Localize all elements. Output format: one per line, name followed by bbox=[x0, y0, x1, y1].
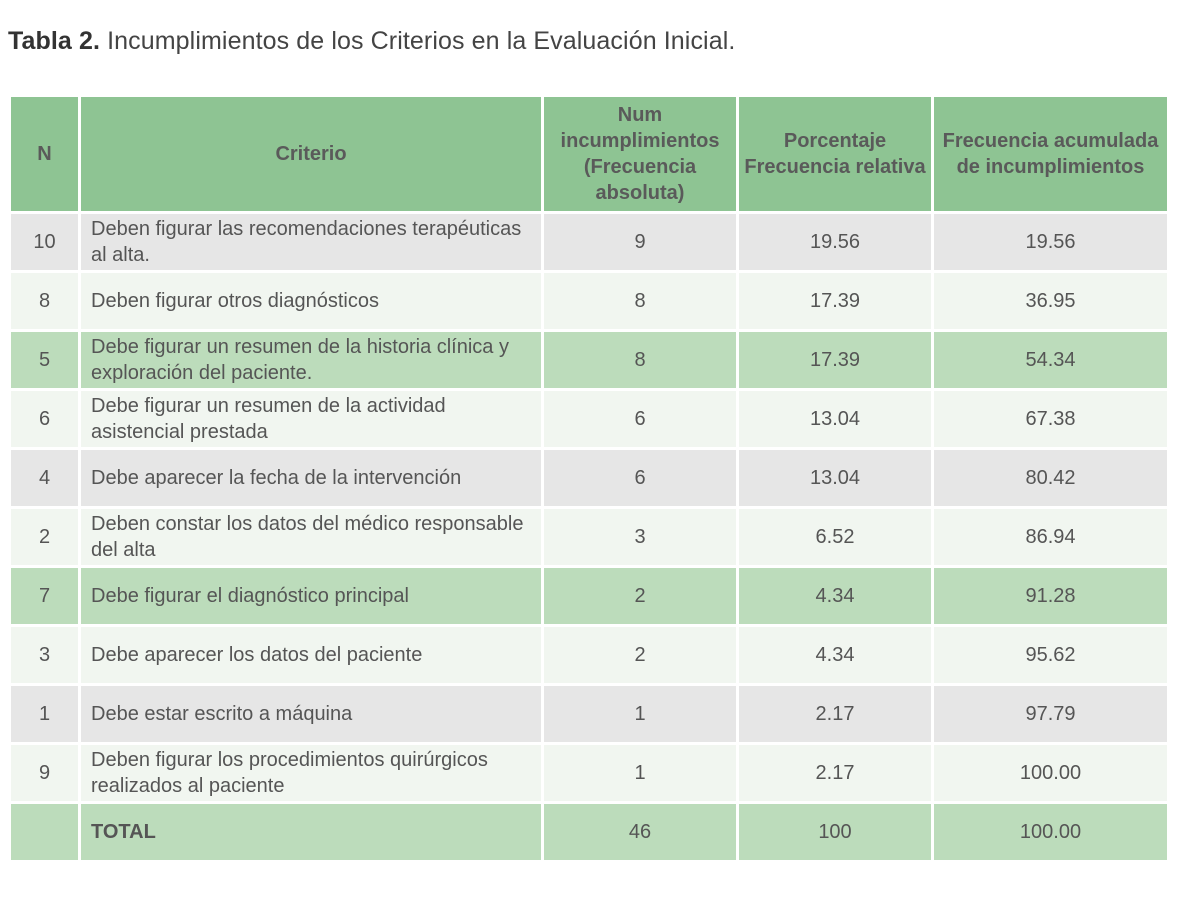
cell-num: 3 bbox=[544, 509, 736, 565]
cell-porcentaje: 17.39 bbox=[739, 332, 931, 388]
table-row bbox=[11, 273, 1167, 329]
cell-num: 6 bbox=[544, 450, 736, 506]
total-n bbox=[11, 804, 78, 860]
cell-num: 6 bbox=[544, 391, 736, 447]
header-n: N bbox=[11, 97, 78, 211]
table-row bbox=[11, 332, 1167, 388]
cell-porcentaje: 2.17 bbox=[739, 745, 931, 801]
cell-n: 7 bbox=[11, 568, 78, 624]
cell-criterio: Deben figurar los procedimientos quirúrgicos realizados al paciente bbox=[81, 745, 541, 801]
cell-n: 10 bbox=[11, 214, 78, 270]
cell-criterio: Debe estar escrito a máquina bbox=[81, 686, 541, 742]
header-porcentaje: Porcentaje Frecuencia relativa bbox=[739, 97, 931, 211]
cell-porcentaje: 19.56 bbox=[739, 214, 931, 270]
cell-porcentaje: 17.39 bbox=[739, 273, 931, 329]
cell-criterio: Deben figurar las recomendaciones terapéuticas al alta. bbox=[81, 214, 541, 270]
cell-porcentaje: 6.52 bbox=[739, 509, 931, 565]
cell-n: 3 bbox=[11, 627, 78, 683]
cell-acumulada: 86.94 bbox=[934, 509, 1167, 565]
header-row bbox=[11, 97, 1167, 211]
cell-porcentaje: 4.34 bbox=[739, 568, 931, 624]
cell-porcentaje: 4.34 bbox=[739, 627, 931, 683]
caption-text: Incumplimientos de los Criterios en la Evaluación Inicial. bbox=[107, 27, 736, 55]
cell-n: 2 bbox=[11, 509, 78, 565]
cell-acumulada: 36.95 bbox=[934, 273, 1167, 329]
cell-n: 1 bbox=[11, 686, 78, 742]
total-row bbox=[11, 804, 1167, 860]
cell-n: 8 bbox=[11, 273, 78, 329]
header-num: Num incumplimientos (Frecuencia absoluta) bbox=[544, 97, 736, 211]
cell-num: 8 bbox=[544, 273, 736, 329]
cell-num: 2 bbox=[544, 568, 736, 624]
total-label: TOTAL bbox=[81, 804, 541, 860]
table-row bbox=[11, 509, 1167, 565]
cell-criterio: Debe figurar un resumen de la actividad asistencial prestada bbox=[81, 391, 541, 447]
cell-acumulada: 67.38 bbox=[934, 391, 1167, 447]
cell-porcentaje: 13.04 bbox=[739, 391, 931, 447]
cell-porcentaje: 13.04 bbox=[739, 450, 931, 506]
cell-criterio: Debe figurar un resumen de la historia clínica y exploración del paciente. bbox=[81, 332, 541, 388]
cell-criterio: Deben constar los datos del médico responsable del alta bbox=[81, 509, 541, 565]
cell-n: 9 bbox=[11, 745, 78, 801]
table-row bbox=[11, 686, 1167, 742]
cell-acumulada: 100.00 bbox=[934, 745, 1167, 801]
cell-porcentaje: 2.17 bbox=[739, 686, 931, 742]
cell-criterio: Debe aparecer los datos del paciente bbox=[81, 627, 541, 683]
cell-criterio: Debe aparecer la fecha de la intervención bbox=[81, 450, 541, 506]
table-caption bbox=[8, 27, 735, 56]
caption-label: Tabla 2. bbox=[8, 27, 101, 55]
cell-num: 9 bbox=[544, 214, 736, 270]
cell-acumulada: 97.79 bbox=[934, 686, 1167, 742]
criteria-table bbox=[8, 94, 1170, 863]
table-row bbox=[11, 391, 1167, 447]
cell-criterio: Deben figurar otros diagnósticos bbox=[81, 273, 541, 329]
table-row bbox=[11, 745, 1167, 801]
cell-criterio: Debe figurar el diagnóstico principal bbox=[81, 568, 541, 624]
cell-acumulada: 54.34 bbox=[934, 332, 1167, 388]
total-acumulada: 100.00 bbox=[934, 804, 1167, 860]
total-num: 46 bbox=[544, 804, 736, 860]
cell-num: 2 bbox=[544, 627, 736, 683]
cell-n: 6 bbox=[11, 391, 78, 447]
cell-acumulada: 95.62 bbox=[934, 627, 1167, 683]
cell-n: 4 bbox=[11, 450, 78, 506]
table-row bbox=[11, 214, 1167, 270]
table-row bbox=[11, 450, 1167, 506]
cell-num: 1 bbox=[544, 745, 736, 801]
header-acumulada: Frecuencia acumulada de incumplimientos bbox=[934, 97, 1167, 211]
cell-n: 5 bbox=[11, 332, 78, 388]
table-row bbox=[11, 568, 1167, 624]
cell-num: 1 bbox=[544, 686, 736, 742]
header-criterio: Criterio bbox=[81, 97, 541, 211]
table-row bbox=[11, 627, 1167, 683]
cell-acumulada: 80.42 bbox=[934, 450, 1167, 506]
total-porcentaje: 100 bbox=[739, 804, 931, 860]
cell-acumulada: 19.56 bbox=[934, 214, 1167, 270]
cell-num: 8 bbox=[544, 332, 736, 388]
cell-acumulada: 91.28 bbox=[934, 568, 1167, 624]
